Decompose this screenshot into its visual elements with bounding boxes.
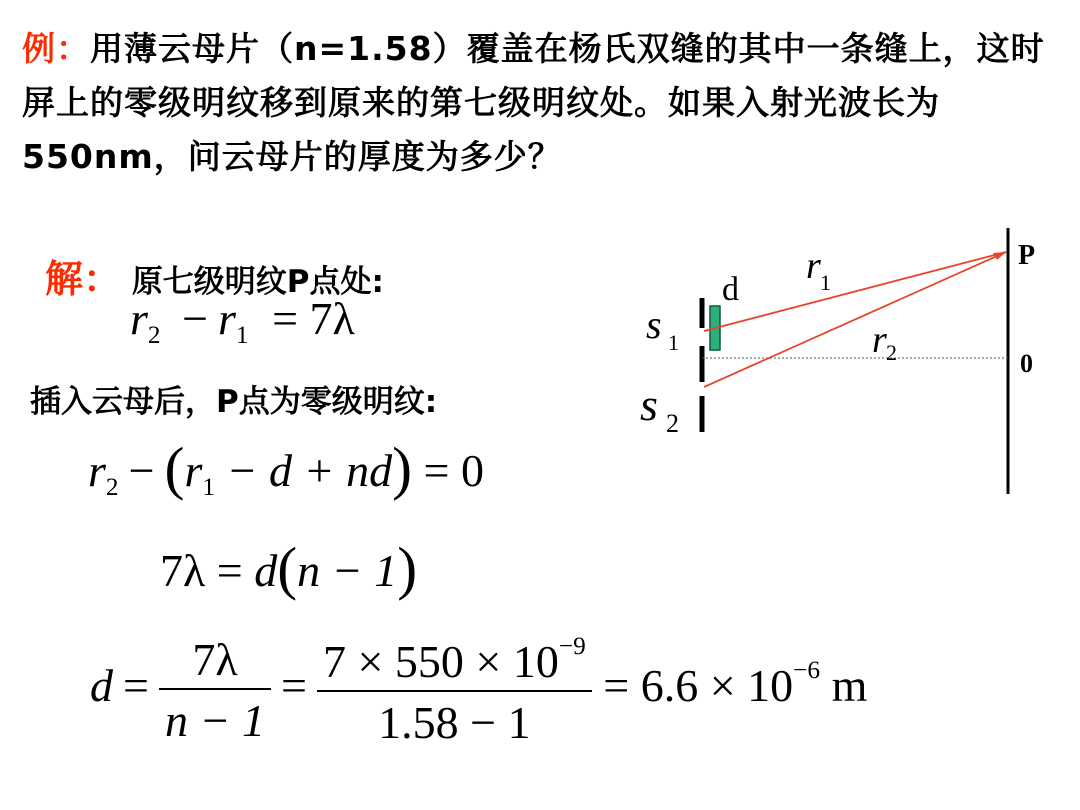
fraction-2: $\frac{7 \times 550 \times 10^{-9}}{1.58 - 1}$ <box>317 632 592 749</box>
solution-label: 解： <box>45 257 122 301</box>
example-label: 例： <box>22 29 90 68</box>
equation-4: d = $\frac{7\lambda}{n - 1}$ = $\frac{7 \times 550 \times 10^{-9}}{1.58 - 1}$ = $6.6 \times 10^{-6}$ m <box>90 632 868 748</box>
label-s1: s <box>646 302 662 347</box>
label-s1-sub: 1 <box>668 330 679 355</box>
solution-step-1-text: 原七级明纹P点处: <box>131 264 384 300</box>
equation-2: $r_2 - (r_1 - d + nd) = 0$ <box>88 435 484 502</box>
label-P: P <box>1018 240 1036 271</box>
problem-text: 用薄云母片（n=1.58）覆盖在杨氏双缝的其中一条缝上，这时屏上的零级明纹移到原来的第七级明纹处。如果入射光波长为550nm，问云母片的厚度为多少？ <box>22 29 1045 176</box>
label-s2: s <box>640 379 658 430</box>
label-r2: r <box>872 319 887 361</box>
equation-3: 7λ = d(n − 1) <box>160 535 418 602</box>
ray-arrowhead <box>993 252 1006 260</box>
label-s2-sub: 2 <box>666 409 679 438</box>
double-slit-diagram <box>600 210 1070 510</box>
equation-1: $r_2 - r_1 = 7\lambda$ <box>130 293 355 349</box>
problem-statement <box>22 22 1062 184</box>
fraction-1: $\frac{7\lambda}{n - 1}$ <box>159 633 271 747</box>
label-r2-sub: 2 <box>886 340 897 365</box>
label-0: 0 <box>1020 349 1033 378</box>
label-r1: r <box>806 245 821 287</box>
solution-step-2-text: 插入云母后，P点为零级明纹: <box>30 384 438 420</box>
label-d: d <box>722 271 739 308</box>
label-r1-sub: 1 <box>820 270 831 295</box>
